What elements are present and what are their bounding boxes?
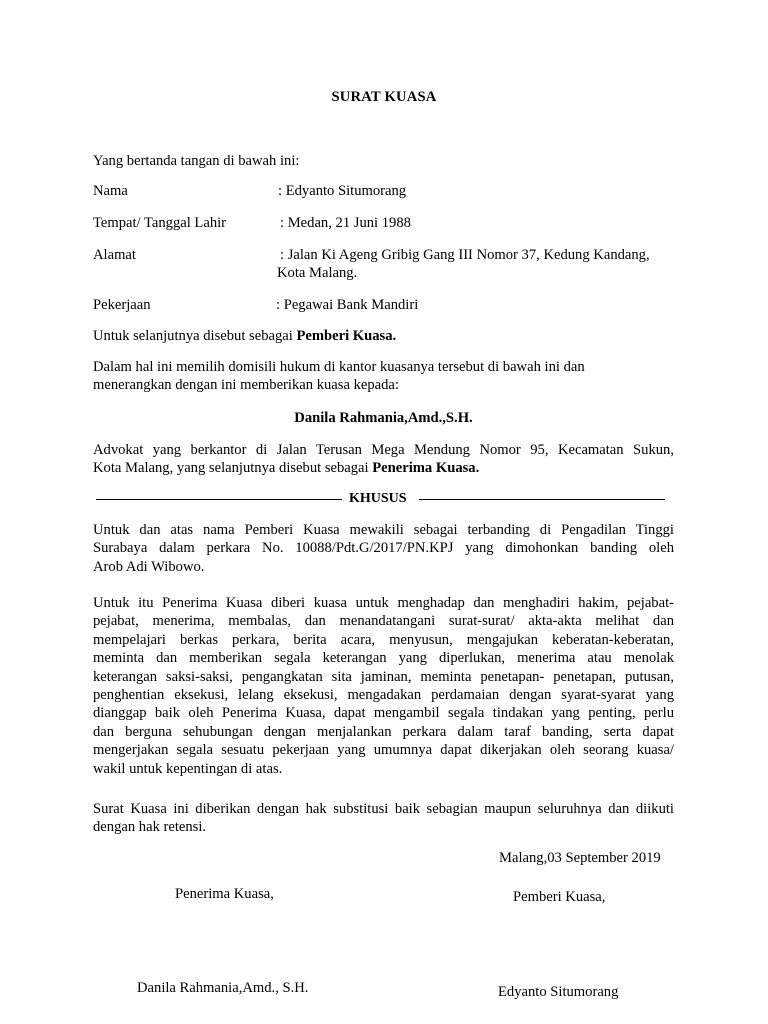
paragraph-2-line: wakil untuk kepentingan di atas. [93, 760, 283, 777]
signature-left-name: Danila Rahmania,Amd., S.H. [137, 980, 309, 996]
pemberi-kuasa-bold: Pemberi Kuasa. [296, 328, 397, 344]
advokat-line-1: Advokat yang berkantor di Jalan Terusan Mega Mendung Nomor 95, Kecamatan Sukun, [93, 442, 674, 458]
paragraph-2-line: penghentian eksekusi, lelang eksekusi, mengadakan perdamaian dengan syarat-syarat yang [93, 687, 674, 704]
pemberi-kuasa-sentence [93, 327, 396, 345]
field-label-nama: Nama [93, 183, 128, 199]
advokat-line-2-bold: Penerima Kuasa. [372, 460, 480, 477]
field-value-alamat-line1: : Jalan Ki Ageng Gribig Gang III Nomor 37, Kedung Kandang, [280, 247, 650, 263]
paragraph-1 [93, 521, 674, 576]
paragraph-3-line: Surat Kuasa ini diberikan dengan hak substitusi baik sebagian maupun seluruhnya dan diikuti [93, 801, 674, 817]
advokat-paragraph [93, 441, 674, 478]
advokat-line-2-prefix: Kota Malang, yang selanjutnya disebut sebagai [93, 460, 373, 477]
field-value-nama: : Edyanto Situmorang [278, 183, 407, 199]
domisili-line-2: menerangkan dengan ini memberikan kuasa kepada: [93, 377, 399, 393]
paragraph-1-line: Untuk dan atas nama Pemberi Kuasa mewakili sebagai terbanding di Pengadilan Tinggi [93, 522, 674, 538]
signature-left-role: Penerima Kuasa, [175, 886, 274, 902]
field-label-alamat: Alamat [93, 247, 136, 263]
paragraph-2 [93, 594, 674, 778]
divider-left [96, 499, 342, 500]
paragraph-2-line: dianggap baik oleh Penerima Kuasa, dapat mengambil segala tindakan yang penting, perlu [93, 705, 674, 722]
field-label-ttl: Tempat/ Tanggal Lahir [93, 215, 227, 231]
field-label-pekerjaan: Pekerjaan [93, 297, 151, 313]
paragraph-2-line: pejabat, menerima, membalas, dan menandatangani surat-surat/ akta-akta melihat dan [93, 613, 674, 630]
domisili-line-1: Dalam hal ini memilih domisili hukum di kantor kuasanya tersebut di bawah ini dan [93, 359, 585, 375]
paragraph-2-line: meminta dan memberikan segala keterangan yang diperlukan, menerima atau menolak [93, 650, 674, 667]
paragraph-1-line: Surabaya dalam perkara No. 10088/Pdt.G/2017/PN.KPJ yang dimohonkan banding oleh [93, 540, 674, 557]
signature-right-role: Pemberi Kuasa, [513, 889, 606, 905]
field-value-pekerjaan: : Pegawai Bank Mandiri [276, 297, 419, 313]
khusus-heading: KHUSUS [349, 491, 407, 506]
field-value-ttl: : Medan, 21 Juni 1988 [280, 215, 411, 231]
paragraph-2-line: mempelajari berkas perkara, berita acara, menyusun, mengajukan keberatan-keberatan, [93, 631, 674, 648]
document-title: SURAT KUASA [331, 89, 437, 105]
penerima-kuasa-name: Danila Rahmania,Amd.,S.H. [294, 410, 473, 426]
paragraph-2-line: keterangan saksi-saksi, pengangkatan sita jaminan, meminta penetapan- penetapan, putusan, [93, 668, 674, 685]
paragraph-2-line: mengerjakan segala sesuatu pekerjaan yang umumnya dapat dikerjakan oleh seorang kuasa/ [93, 742, 674, 759]
signature-right-name: Edyanto Situmorang [498, 984, 619, 1000]
field-value-alamat-line2: Kota Malang. [277, 265, 358, 281]
paragraph-3-line: dengan hak retensi. [93, 819, 207, 836]
paragraph-2-line: Untuk itu Penerima Kuasa diberi kuasa untuk menghadap dan menghadiri hakim, pejabat- [93, 595, 674, 611]
place-date: Malang,03 September 2019 [499, 850, 661, 866]
advokat-line-2 [93, 459, 674, 477]
paragraph-1-line: Arob Adi Wibowo. [93, 558, 205, 575]
pemberi-kuasa-prefix: Untuk selanjutnya disebut sebagai [93, 328, 297, 344]
intro-text: Yang bertanda tangan di bawah ini: [93, 153, 300, 169]
paragraph-2-line: dan berguna sehubungan dengan menjalankan perkara dalam taraf banding, serta dapat [93, 723, 674, 740]
paragraph-3 [93, 800, 674, 837]
divider-right [419, 499, 665, 500]
